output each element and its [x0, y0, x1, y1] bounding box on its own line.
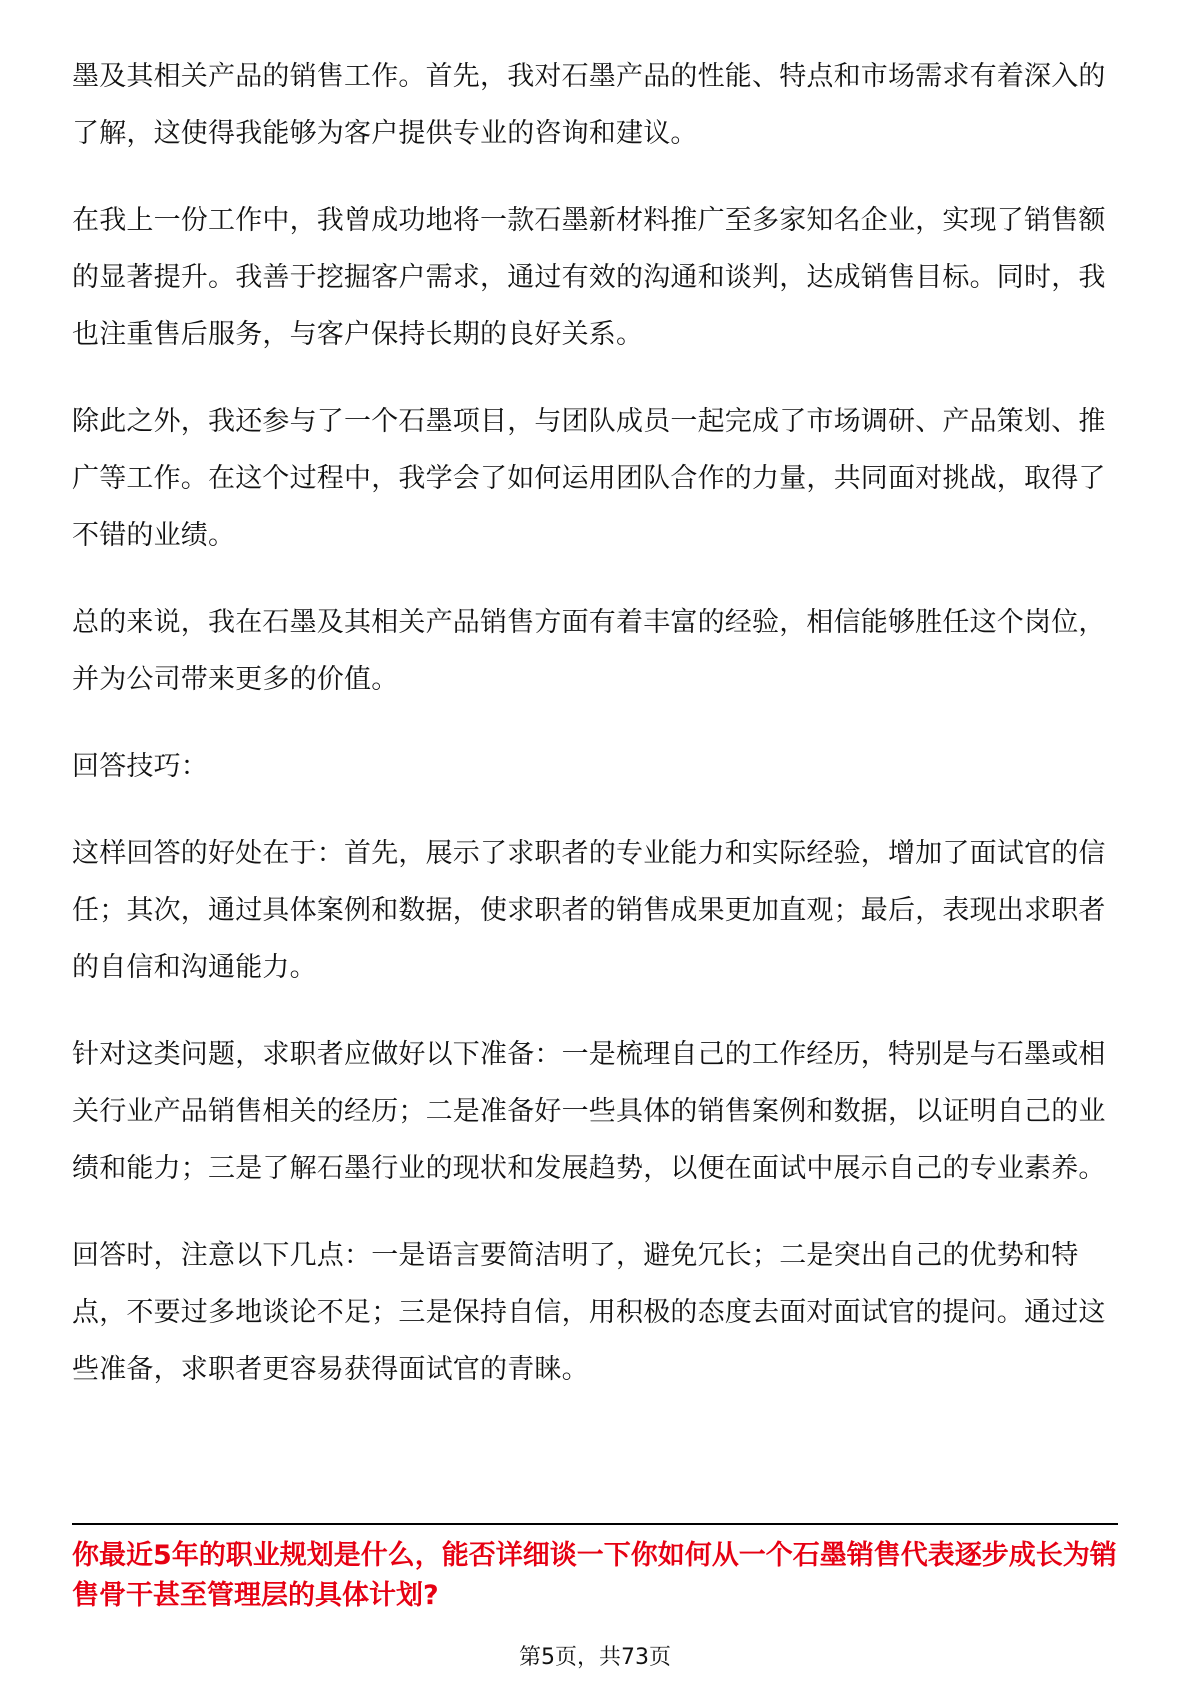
paragraph: 在我上一份工作中，我曾成功地将一款石墨新材料推广至多家知名企业，实现了销售额的显著提升。我善于挖掘客户需求，通过有效的沟通和谈判，达成销售目标。同时，我也注重售后服务，与客户保持长期的良好关系。 — [72, 205, 1106, 350]
paragraph: 回答时，注意以下几点：一是语言要简洁明了，避免冗长；二是突出自己的优势和特点，不要过多地谈论不足；三是保持自信，用积极的态度去面对面试官的提问。通过这些准备，求职者更容易获得面试官的青睐。 — [72, 1240, 1106, 1385]
section-heading: 回答技巧： — [72, 751, 208, 782]
paragraph: 除此之外，我还参与了一个石墨项目，与团队成员一起完成了市场调研、产品策划、推广等工作。在这个过程中，我学会了如何运用团队合作的力量，共同面对挑战，取得了不错的业绩。 — [72, 406, 1106, 551]
page-number: 第5页，共73页 — [519, 1645, 671, 1670]
paragraph: 这样回答的好处在于：首先，展示了求职者的专业能力和实际经验，增加了面试官的信任；其次，通过具体案例和数据，使求职者的销售成果更加直观；最后，表现出求职者的自信和沟通能力。 — [72, 838, 1106, 983]
section-divider — [72, 1523, 1118, 1525]
next-question: 你最近5年的职业规划是什么，能否详细谈一下你如何从一个石墨销售代表逐步成长为销售骨干甚至管理层的具体计划? — [72, 1540, 1117, 1611]
body-content — [72, 48, 1118, 1428]
paragraph: 总的来说，我在石墨及其相关产品销售方面有着丰富的经验，相信能够胜任这个岗位，并为公司带来更多的价值。 — [72, 607, 1106, 695]
paragraph: 针对这类问题，求职者应做好以下准备：一是梳理自己的工作经历，特别是与石墨或相关行业产品销售相关的经历；二是准备好一些具体的销售案例和数据，以证明自己的业绩和能力；三是了解石墨行业的现状和发展趋势，以便在面试中展示自己的专业素养。 — [72, 1039, 1106, 1184]
paragraph: 墨及其相关产品的销售工作。首先，我对石墨产品的性能、特点和市场需求有着深入的了解，这使得我能够为客户提供专业的咨询和建议。 — [72, 61, 1106, 149]
